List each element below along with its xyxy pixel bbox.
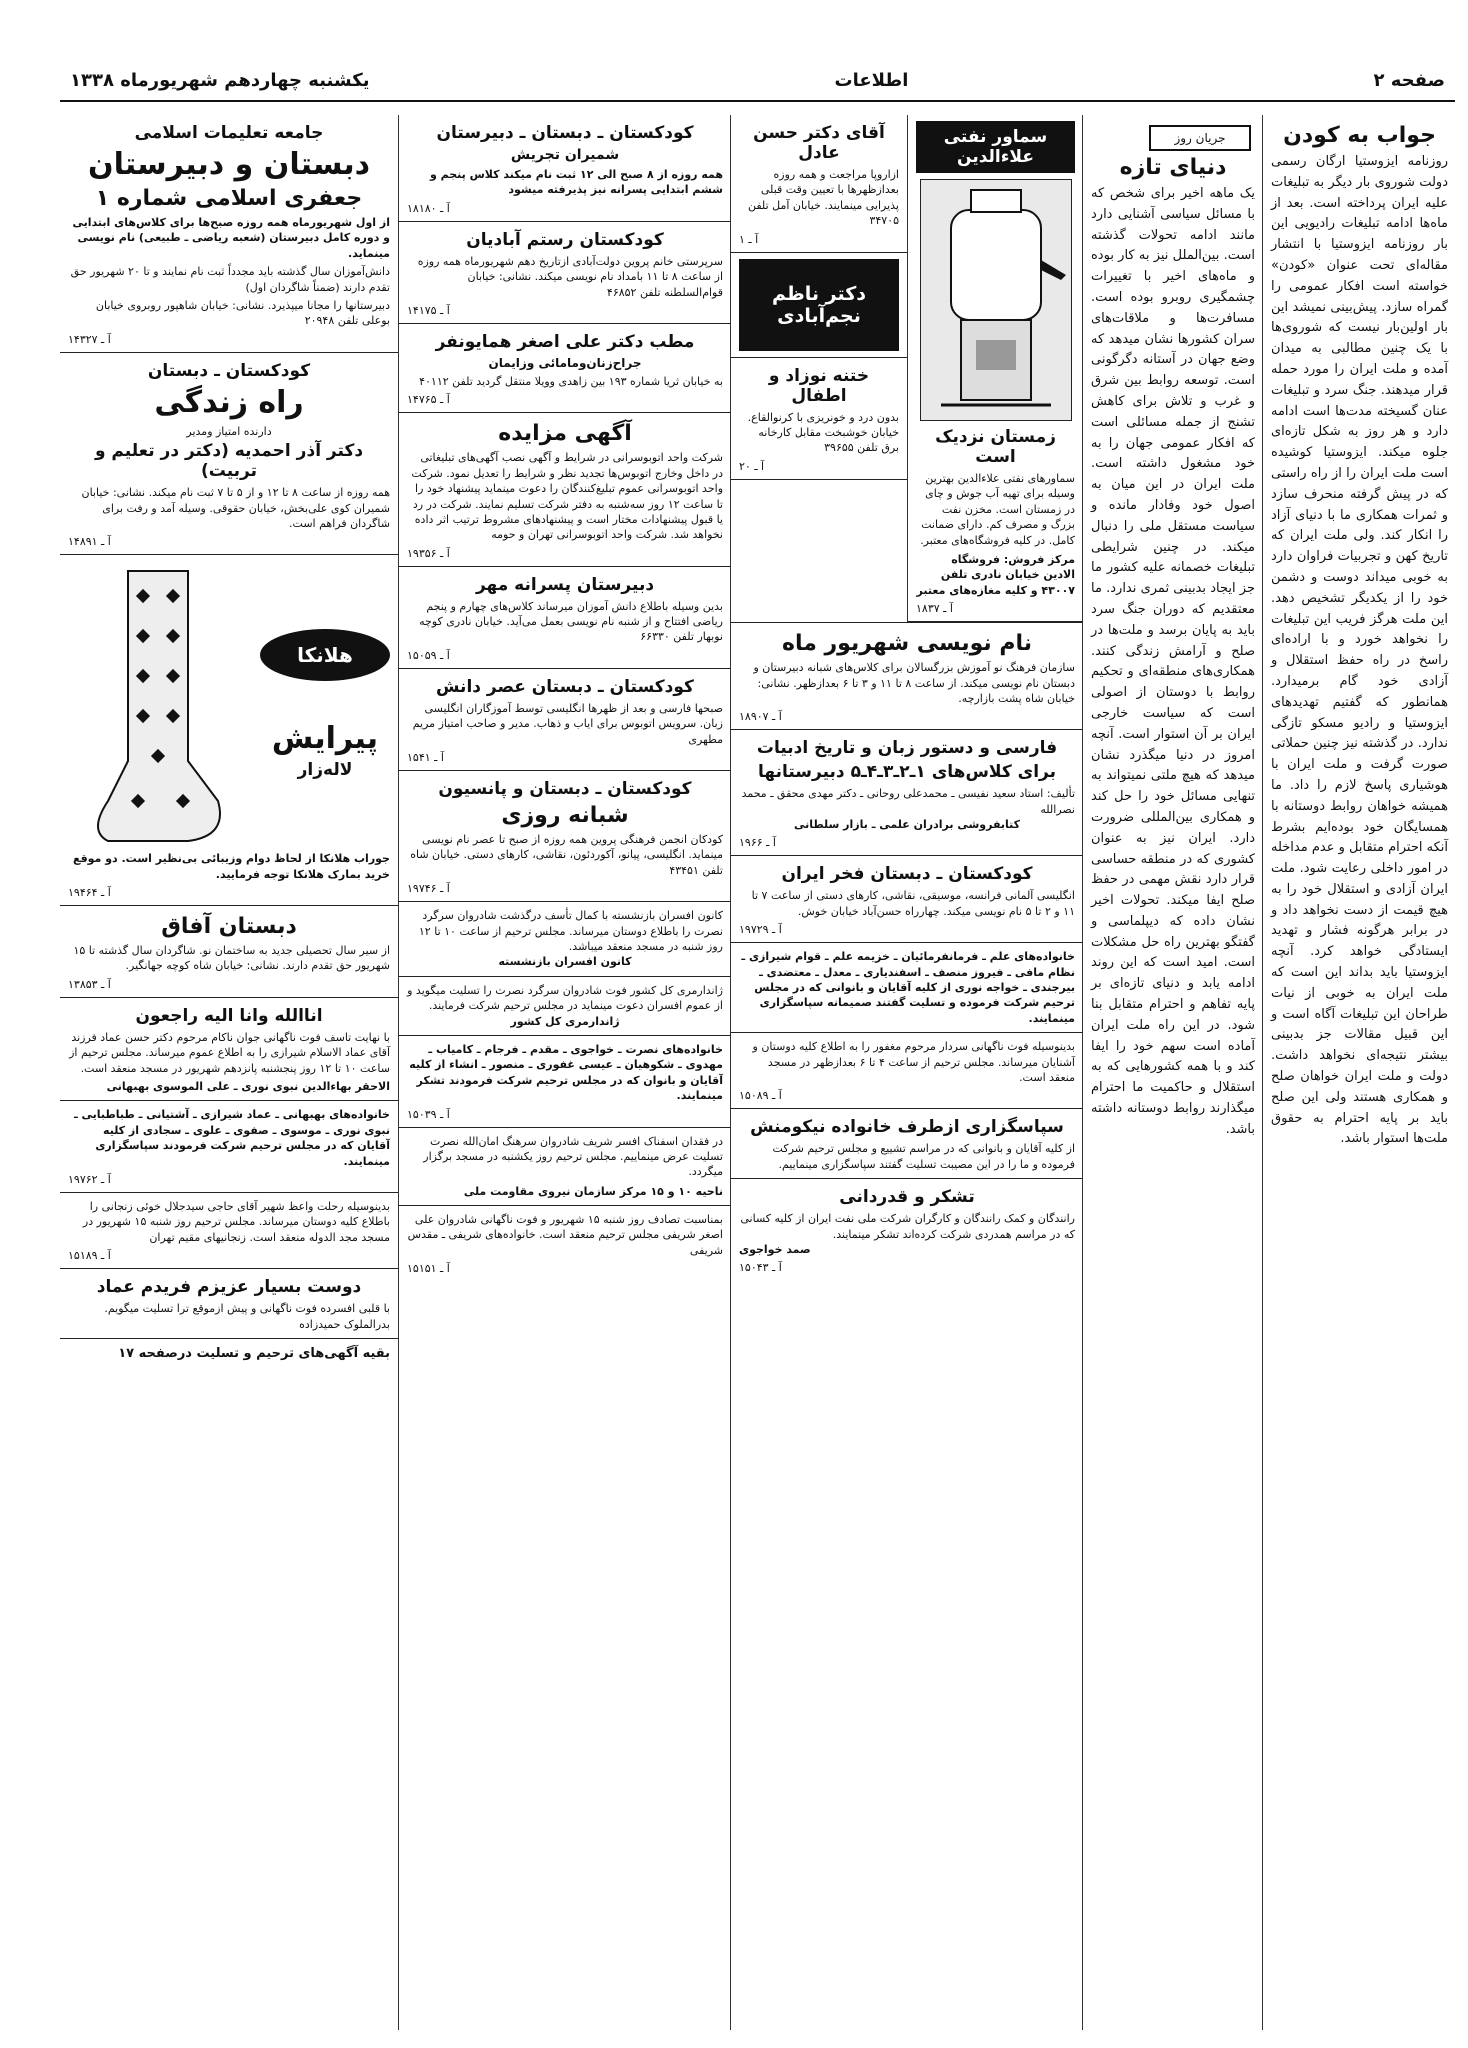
auction-code: آ ـ ۱۹۳۵۶ <box>407 546 450 560</box>
thanks-body: از کلیه آقایان و بانوانی که در مراسم تشییع و مجلس ترحیم شرکت فرموده و ما را در این مصیبت تسلیت گفتند سپاسگزاری مینماییم. <box>772 1142 1075 1171</box>
doctor-najmabadi-ad <box>731 253 907 358</box>
persian-code: آ ـ ۱۹۶۶ <box>739 836 776 850</box>
pansion-title: کودکستان ـ دبستان و پانسیون <box>438 779 692 800</box>
zanjani-notice <box>60 1193 398 1269</box>
samovar-shop: مرکز فروش: فروشگاه الادین خیابان نادری تلفن ۴۳۰۰۷ و کلیه مغازه‌های معتبر <box>916 552 1075 597</box>
editorial-title: جواب به کودن <box>1283 123 1436 148</box>
article-body: یک ماهه اخیر برای شخص که با مسائل سیاسی آشنایی دارد مانند ادامه تحولات گذشته است. بین‌الملل نیز به کار بوده و ماه‌های اخیر با تغییرات چشمگیری روبرو بوده است. مسافرت‌ها و ملاقات‌های سران کشورها نشان میدهد که وضع جهان در آستانه دگرگونی است. توسعه روابط بین شرق و غرب و تلاش برای کاهش تشنج از جمله مسائلی است که افکار عمومی جهان را به خود مشغول داشته است. ملت ایران در این میان به اصول خود وفادار مانده و سیاست مستقل ملی را دنبال میکند. در چنین شرایطی تبلیغات خصمانه علیه کشور ما جز ایجاد بدبینی ثمری ندارد. ما معتقدیم که دوران جنگ سرد باید به پایان برسد و ملت‌ها در صلح و آرامش زندگی کنند. همکاری‌های منطقه‌ای و تحکیم روابط با دوستان از اصولی است که سیاست خارجی ایران بر آن استوار است. آنچه امروز در دنیا میگذرد نشان میدهد که هیچ ملتی نمیتواند به تنهایی مسائل خود را حل کند و همکاری بین‌المللی ضرورت دارد. ایران نیز به عنوان کشوری که در منطقه حساسی قرار دارد نقش مهمی در حفظ صلح ایفا میکند. تحولات اخیر نشان داده که دیپلماسی و گفتگو بهترین راه حل مشکلات است. امید است که این روند ادامه یابد و دنیای تازه‌ای بر پایه تفاهم و احترام متقابل بنا شود. در این راه ملت ایران آماده است سهم خود را ایفا کند و با همه کشورهایی که به استقلال و حاکمیت ما احترام میگذارند روابط دوستانه داشته باشد. <box>1091 186 1255 1137</box>
doctor-adel-body: ازاروپا مراجعت و همه روزه بعدازظهرها با تعیین وقت قبلی پذیرایی مینمایند. خیابان آمل تلفن ۳۴۷۰۵ <box>747 168 899 228</box>
life-title: راه زندگی <box>154 384 304 420</box>
sock-title: پیرایش <box>271 720 379 756</box>
circumcision-ad <box>731 358 907 480</box>
editorial-body: روزنامه ایزوستیا ارگان رسمی دولت شوروی بار دیگر به تبلیغات علیه ایران پرداخته است. بعد از ماه‌ها ادامه تبلیغات رادیویی این بار روزنامه ایزوستیا با انتشار مقاله‌ای تحت عنوان «کودن» خواسته است افکار عمومی را گمراه سازد. پیش‌بینی نمیشد این بار اولین‌بار نیست که شوروی‌ها با یک چنین مطالبی به میدان آمده و ملت ایران را مورد حمله قرار میدهند. جنگ سرد و تبلیغات عنان گسیخته مدت‌ها است ادامه دارد و هر روز به شکل تازه‌ای جلوه میکند. ایزوستیا کوشیده است ملت ایران را از راه راستی که در پیش گرفته منحرف سازد و ثمرات همکاری ما با دنیای آزاد را انکار کند. ولی ملت ایران که تاریخ کهن و تجربیات فراوان دارد به خوبی میداند دوست و دشمن خود را از یکدیگر تشخیص دهد. این ملت هرگز فریب این تبلیغات را نخواهد خورد و با اراده‌ای راسخ در راه حفظ استقلال و آزادی خود گام برمیدارد. همانطور که گفتیم تهدید‌های ایزوستیا و رادیو مسکو تازگی ندارد. در گذشته نیز چنین حملاتی صورت گرفت و ملت ایران با هوشیاری پاسخ لازم را داد. ما همیشه خواهان روابط دوستانه با همسایگان خود بوده‌ایم بشرط آنکه احترام متقابل و عدم مداخله در امور داخلی رعایت شود. ملت ایران آزادی و استقلال خود را به هیچ قیمت از دست نخواهد داد و در برابر هرگونه فشار و تهدید ایستادگی خواهد کرد. آنچه ایزوستیا باید بداند این است که ملت ایران به خوبی از نیات طراحان این تبلیغات آگاه است و این قبیل مقالات جز بدبینی بیشتر نتیجه‌ای نخواهد داشت. دولت و ملت ایران خواهان صلح و همکاری هستند ولی این صلح باید بر پایه احترام به حقوق ملت‌ها استوار باشد. <box>1271 154 1448 1147</box>
auction-ad <box>399 413 731 566</box>
column-3 <box>730 115 1083 2030</box>
month-signup-title: نام نویسی شهریور ماه <box>781 631 1032 657</box>
clinic-ad <box>399 324 731 413</box>
rostam-code: آ ـ ۱۴۱۷۵ <box>407 303 450 317</box>
zanjani-code: آ ـ ۱۵۱۸۹ <box>68 1249 111 1263</box>
persian-shop: کتابفروشی برادران علمی ـ بازار سلطانی <box>793 818 1021 832</box>
winter-title: زمستان نزدیک است <box>935 427 1056 467</box>
inna-notice <box>60 998 398 1102</box>
column-5 <box>60 115 398 2030</box>
families-thanks-body: خانواده‌های نصرت ـ خواجوی ـ مقدم ـ فرجام ـ کامیاب ـ مهدوی ـ شکوهیان ـ عیسی غفوری ـ منصور ـ انشاء از کلیه آقایان و بانوان که در مجلس ترحیم شرکت فرمودند تشکر مینمایند. <box>409 1042 723 1103</box>
sharifi-code: آ ـ ۱۵۱۵۱ <box>407 1262 450 1276</box>
page-header <box>60 60 1455 102</box>
tajrish-ad <box>399 115 731 222</box>
mourning2-notice <box>399 1128 731 1207</box>
afagh-code: آ ـ ۱۳۸۵۳ <box>68 977 111 991</box>
gratitude-body: رانندگان و کمک رانندگان و کارگران شرکت ملی نفت ایران از کلیه کسانی که در مراسم همدردی شرکت کرده‌اند تشکر مینمایند. <box>740 1212 1075 1241</box>
month-signup-ad <box>731 622 1083 730</box>
mehr-title: دبیرستان پسرانه مهر <box>475 574 655 595</box>
doctor-adel-code: آ ـ ۱ <box>739 232 759 246</box>
zanjani-body: بدینوسیله رحلت واعظ شهیر آقای حاجی سیدجلال خوئی زنجانی را باطلاع کلیه دوستان میرساند. مجلس ترحیم روز شنبه ۱۵ شهریور در مسجد مجد الدوله منعقد است. زنجانیهای مقیم تهران <box>82 1199 390 1244</box>
newspaper-name: اطلاعات <box>834 69 909 91</box>
asr-body: صبحها فارسی و بعد از ظهرها انگلیسی توسط آموزگاران انگلیسی زبان. سرویس اتوبوس برای ایاب و ذهاب. مدیر و صاحب امتیاز مریم مطهری <box>412 701 723 746</box>
jafari-school-ad <box>60 115 398 353</box>
continue-text: بقیه آگهی‌های ترحیم و تسلیت درصفحه ۱۷ <box>118 1345 390 1361</box>
mourning-notice <box>731 1033 1083 1109</box>
doctor-adel-ad <box>731 115 907 253</box>
life-school-ad <box>60 353 398 556</box>
afagh-title: دبستان آفاق <box>161 914 297 940</box>
kin-body: خانواده‌های بهبهانی ـ عماد شیرازی ـ آشتیانی ـ طباطبایی ـ نبوی نوری ـ موسوی ـ صفوی ـ علوی ـ سجادی از کلیه آقایان که در مجلس ترحیم شرکت فرمودند سپاسگزاری مینمایند. <box>73 1108 390 1168</box>
officers-sign: کانون افسران بازنشسته <box>498 955 632 969</box>
asr-code: آ ـ ۱۵۴۱ <box>407 751 444 765</box>
fakhr-title: کودکستان ـ دبستان فخر ایران <box>781 864 1033 885</box>
tajrish-code: آ ـ ۱۸۱۸۰ <box>407 201 450 215</box>
life-owner-label: دارنده امتیاز ومدیر <box>186 424 272 438</box>
column-2 <box>1082 115 1263 2030</box>
gratitude-code: آ ـ ۱۵۰۴۳ <box>739 1261 782 1275</box>
life-kinder: کودکستان ـ دبستان <box>147 360 311 381</box>
society-title: جامعه تعلیمات اسلامی <box>134 123 324 143</box>
afagh-ad <box>60 906 398 998</box>
mourning-notice-code: آ ـ ۱۵۰۸۹ <box>739 1089 782 1103</box>
sock-sub: لاله‌زار <box>297 759 353 780</box>
rostam-body: سرپرستی خانم پروین دولت‌آبادی ازتاریخ دهم شهریورماه همه روزه از ساعت ۸ تا ۱۱ بامداد نام نویسی میکند. نشانی: خیابان قوام‌السلطنه تلفن ۴۶۸۵۲ <box>417 254 723 299</box>
persian-authors: تألیف: استاد سعید نفیسی ـ محمدعلی روحانی ـ دکتر مهدی محقق ـ محمد نصرالله <box>741 787 1075 816</box>
mourning2-body: در فقدان اسفناک افسر شریف شادروان سرهنگ امان‌الله نصرت تسلیت عرض مینماییم. مجلس ترحیم روز یکشنبه در مسجد برگزار میگردد. <box>423 1134 723 1179</box>
persian-book-ad <box>731 730 1083 856</box>
pansion-name: شبانه روزی <box>501 803 629 829</box>
rostam-title: کودکستان رستم آبادیان <box>466 229 664 250</box>
fakhr-body: انگلیسی آلمانی فرانسه، موسیقی، نقاشی، کارهای دستی از ساعت ۷ تا ۱۱ و ۲ تا ۵ نام نویسی میکند. چهارراه حسن‌آباد خیابان خوش. <box>751 889 1075 918</box>
tajrish-sub: شمیران تجریش <box>510 147 620 163</box>
pansion-ad <box>399 771 731 902</box>
sock-ad <box>60 555 398 906</box>
pansion-code: آ ـ ۱۹۷۴۶ <box>407 882 450 896</box>
school-code: آ ـ ۱۴۳۲۷ <box>68 332 111 346</box>
life-owner: دکتر آذر احمدیه (دکتر در تعلیم و تربیت) <box>94 441 364 482</box>
afagh-body: از سیر سال تحصیلی جدید به ساختمان نو. شاگردان سال گذشته تا ۱۵ شهریور حق تقدم دارند. نشانی: خیابان شاه کوچه جهانگیر. <box>73 944 390 973</box>
issue-date: یکشنبه چهاردهم شهریورماه ۱۳۳۸ <box>70 69 370 91</box>
inna-body: با نهایت تاسف فوت ناگهانی جوان ناکام مرحوم دکتر حسن عماد فرزند آقای عماد الاسلام شیرازی را به اطلاع عموم میرساند. مجلس ترحیم از ساعت ۱۰ تا ۱۲ روز پنجشنبه پانزدهم شهریور در مسجد منعقد است. <box>69 1030 390 1075</box>
gendarmerie-sign: ژاندارمری کل کشور <box>510 1014 620 1028</box>
persian-title: فارسی و دستور زبان و تاریخ ادبیات <box>756 738 1058 759</box>
mehr-code: آ ـ ۱۵۰۵۹ <box>407 648 450 662</box>
gendarmerie-notice <box>399 977 731 1036</box>
tajrish-title: کودکستان ـ دبستان ـ دبیرستان <box>436 123 694 143</box>
families-notice-body: خانواده‌های علم ـ فرمانفرمائیان ـ خزیمه علم ـ قوام شیرازی ـ نظام مافی ـ فیروز منصف ـ اسفندیاری ـ معدل ـ معتضدی ـ بیرجندی ـ خواجه نوری از کلیه آقایان و بانوانی که در مجلس ترحیم شرکت فرموده و تسلیت گفتند صمیمانه سپاسگزاری مینمایند. <box>741 950 1075 1025</box>
families-notice <box>731 943 1083 1033</box>
doctor-najmabadi-logo: دکتر ناظم نجم‌آبادی <box>739 259 899 351</box>
officers-notice <box>399 902 731 977</box>
rostam-ad <box>399 222 731 324</box>
fakhr-ad <box>731 856 1083 943</box>
inna-sign: الاحقر بهاءالدین نبوی نوری ـ علی الموسوی بهبهانی <box>106 1080 390 1094</box>
gendarmerie-body: ژاندارمری کل کشور فوت شادروان سرگرد نصرت را تسلیت میگوید و از عموم افسران دعوت مینماید در مجلس ترحیم شرکت فرمایند. <box>407 983 723 1013</box>
thanks-title: سپاسگزاری ازطرف خانواده نیکومنش <box>750 1117 1064 1138</box>
thanks-notice <box>731 1109 1083 1179</box>
fakhr-code: آ ـ ۱۹۷۲۹ <box>739 923 782 937</box>
sock-body: جوراب هلانکا از لحاظ دوام وزیبائی بی‌نظیر است. دو موقع خرید بمارک هلانکا توجه فرمایید. <box>72 852 390 881</box>
circumcision-body: بدون درد و خونریزی با کرنوالقاع. خیابان خوشبخت مقابل کارخانه برق تلفن ۳۹۶۵۵ <box>747 410 899 455</box>
column-4 <box>398 115 731 2030</box>
samovar-brand: سماور نفتی علاءالدین <box>916 121 1075 173</box>
pansion-body: کودکان انجمن فرهنگی پروین همه روزه از صبح تا عصر نام نویسی مینماید. انگلیسی، پیانو، آکوردئون، نقاشی، کارهای دستی. خیابان شاه تلفن ۴۳۴۵۱ <box>410 833 723 877</box>
school-addr: دبیرستانها را مجانا میپذیرد. نشانی: خیابان شاهپور روبروی خیابان بوعلی تلفن ۲۰۹۴۸ <box>95 298 390 328</box>
sock-code: آ ـ ۱۹۴۶۴ <box>68 886 111 900</box>
kin-code: آ ـ ۱۹۷۶۲ <box>68 1172 111 1186</box>
school-body: از اول شهریورماه همه روزه صبح‌ها برای کلاس‌های ابتدایی و دوره کامل دبیرستان (شعبه ریاضی ـ طبیعی) نام نویسی مینماید. <box>72 216 390 260</box>
month-signup-body: سازمان فرهنگ نو آموزش بزرگسالان برای کلاس‌های شبانه دبیرستان و دبستان نام نویسی میکند. از ساعت ۸ تا ۱۱ و ۳ تا ۶ بعدازظهر. نشانی: خیابان شاه پشت بازارچه. <box>753 661 1075 705</box>
continue-note <box>60 1339 398 1369</box>
column-1 <box>1262 115 1456 2030</box>
mehr-body: بدین وسیله باطلاع دانش آموزان میرساند کلاس‌های چهارم و پنجم ریاضی افتتاح و از شنبه نام نویسی بعمل می‌آید. خیابان نادری کوچه نوبهار تلفن ۶۶۳۳۰ <box>419 599 723 644</box>
sharifi-body: بمناسبت تصادف روز شنبه ۱۵ شهریور و فوت ناگهانی شادروان علی اصغر شریفی مجلس ترحیم منعقد است. خانواده‌های شریفی ـ مقدس شریفی <box>407 1213 723 1257</box>
clinic-sub: جراح‌زنان‌ومامائی‌ وزایمان <box>488 355 642 370</box>
events-label-box <box>1149 125 1251 151</box>
friend-notice <box>60 1269 398 1339</box>
doctor-adel-title: آقای دکتر حسن عادل <box>753 123 885 163</box>
auction-body: شرکت واحد اتوبوسرانی در شرایط و آگهی نصب آگهی‌های تبلیغاتی در داخل وخارج اتوبوس‌ها تجدید نظر و شرایط را تعدیل نمود. شرکت واحد اتوبوسرانی عموم تبلیغ‌کنندگان را دعوت مینماید پیشنهاد خود را تا ساعت ۱۲ روز سه‌شنبه به دفتر شرکت تسلیم نمایند. شرکت در رد یا قبول پیشنهادات مختار است و پیشنهادهای مشروط ترتیب اثر داده نخواهد شد. شرکت واحد اتوبوسرانی تهران و حومه <box>411 451 723 542</box>
page-label: صفحه ۲ <box>1373 69 1445 91</box>
sharifi-notice <box>399 1206 731 1281</box>
asr-title: کودکستان ـ دبستان عصر دانش <box>436 676 694 697</box>
month-signup-code: آ ـ ۱۸۹۰۷ <box>739 710 782 724</box>
persian-sub: برای کلاس‌های ۱ـ۲ـ۳ـ۴ـ۵ دبیرستانها <box>758 762 1056 783</box>
auction-title: آگهی مزایده <box>498 421 632 447</box>
families-thanks <box>399 1036 731 1128</box>
friend-body: با قلبی افسرده فوت ناگهانی و پیش ازموقع ترا تسلیت میگویم. بدرالملوک حمیدزاده <box>104 1302 390 1331</box>
circumcision-code: آ ـ ۲۰ <box>739 459 765 473</box>
friend-title: دوست بسیار عزیزم فریدم عماد <box>96 1277 362 1298</box>
events-label: جریان روز <box>1174 131 1226 145</box>
families-thanks-code: آ ـ ۱۵۰۳۹ <box>407 1107 450 1121</box>
samovar-ad <box>907 115 1083 622</box>
school-note: دانش‌آموزان سال گذشته باید مجدداً ثبت نام نمایند و تا ۲۰ شهریور حق تقدم دارند (ضمناً شاگردان اول) <box>70 265 390 294</box>
samovar-code: آ ـ ۱۸۳۷ <box>916 602 953 616</box>
sock-illustration <box>68 561 238 851</box>
gratitude-sign: صمد خواجوی <box>739 1242 811 1256</box>
gratitude-title: تشکر و قدردانی <box>839 1187 975 1208</box>
inna-title: اناالله وانا الیه راجعون <box>135 1005 323 1026</box>
sock-brand: هلانکا <box>260 629 390 681</box>
district-body: ناحیه ۱۰ و ۱۵ مرکز سازمان نیروی مقاومت ملی <box>463 1184 723 1198</box>
article-title: دنیای تازه <box>1119 155 1227 180</box>
life-body: همه روزه از ساعت ۸ تا ۱۲ و از ۵ تا ۷ ثبت نام میکند. نشانی: خیابان شمیران کوی علی‌بخش، خیابان حقوقی. وسیله آمد و رفت برای شاگردان فراهم است. <box>81 486 390 530</box>
asr-ad <box>399 669 731 771</box>
clinic-code: آ ـ ۱۴۷۶۵ <box>407 393 450 407</box>
clinic-body: به خیابان ثریا شماره ۱۹۳ بین زاهدی وویلا منتقل گردید تلفن ۴۰۱۱۲ <box>419 374 723 388</box>
life-code: آ ـ ۱۴۸۹۱ <box>68 535 111 549</box>
school-title: دبستان و دبیرستان <box>87 147 371 182</box>
officers-body: کانون افسران بازنشسته با کمال تأسف درگذشت شادروان سرگرد نصرت را باطلاع دوستان میرساند. مجلس ترحیم از ساعت ۱۰ تا ۱۲ روز شنبه در مسجد منعقد میباشد. <box>418 909 723 953</box>
mourning-notice-body: بدینوسیله فوت ناگهانی سردار مرحوم مغفور را به اطلاع کلیه دوستان و آشنایان میرساند. مجلس ترحیم از ساعت ۴ تا ۶ بعدازظهر در مسجد منعقد است. <box>752 1040 1075 1084</box>
kin-notice <box>60 1101 398 1193</box>
mehr-ad <box>399 567 731 669</box>
gratitude-notice <box>731 1179 1083 1280</box>
samovar-illustration <box>920 179 1072 421</box>
clinic-title: مطب دکتر علی اصغر همایونفر <box>435 331 695 352</box>
circumcision-title: ختنه نوزاد و اطفال <box>768 365 870 406</box>
school-name: جعفری اسلامی شماره ۱ <box>95 186 363 211</box>
samovar-body: سماورهای نفتی علاءالدین بهترین وسیله برای تهیه آب جوش و چای در زمستان است. مخزن نفت بزرگ و مصرف کم. دارای ضمانت کامل. در کلیه فروشگاه‌های معتبر. <box>920 472 1075 547</box>
tajrish-body: همه روزه از ۸ صبح الی ۱۲ ثبت نام میکند کلاس پنجم و ششم ابتدایی پسرانه نیز پذیرفته میشود <box>429 168 723 197</box>
